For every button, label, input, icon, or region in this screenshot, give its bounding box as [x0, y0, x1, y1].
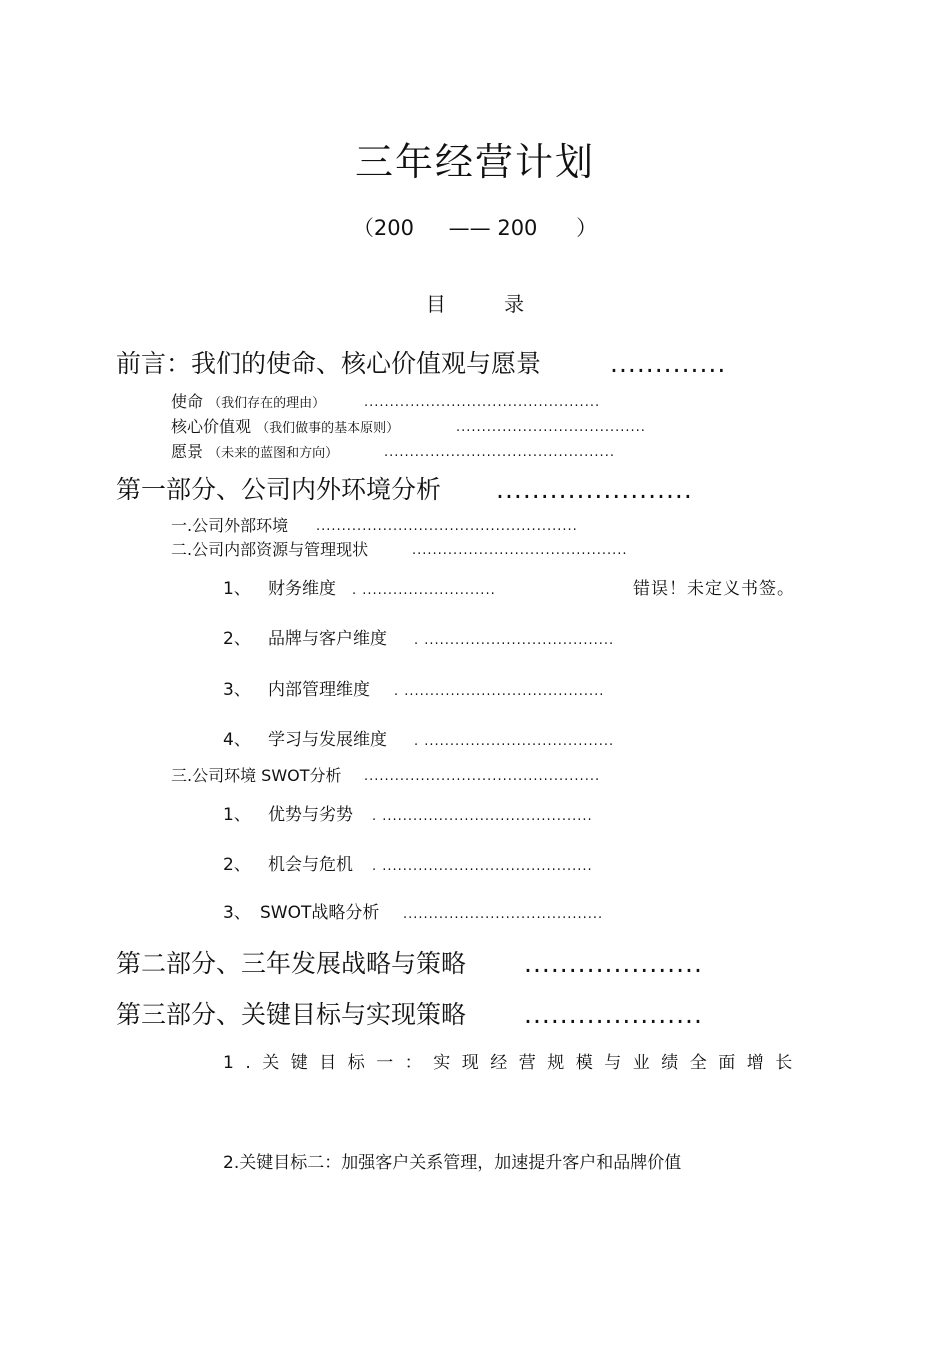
toc-learning-growth[interactable]: 学习与发展维度: [268, 730, 387, 750]
toc-core-values-dots: .....................................: [456, 420, 646, 435]
toc-strengths-weaknesses-dots: . .........................................: [372, 809, 593, 824]
toc-mission[interactable]: [171, 394, 325, 410]
toc-brand-customer[interactable]: 品牌与客户维度: [268, 629, 387, 649]
toc-strengths-weaknesses[interactable]: 优势与劣势: [268, 805, 353, 825]
toc-finance-num: 1、: [223, 579, 251, 599]
toc-mission-label: 使命: [171, 392, 204, 411]
toc-heading-char-1: 目: [425, 292, 446, 316]
toc-opportunities-num: 2、: [223, 855, 251, 875]
toc-internal-resources-dots: ..........................................: [412, 543, 628, 558]
toc-preface[interactable]: 前言：我们的使命、核心价值观与愿景: [116, 349, 542, 378]
toc-heading: [0, 294, 950, 314]
year-start: （200: [352, 216, 414, 240]
year-close: ）: [576, 216, 598, 240]
toc-preface-dots: .............: [610, 349, 727, 378]
toc-learning-num: 4、: [223, 730, 251, 750]
toc-part2-dots: ....................: [524, 949, 703, 978]
toc-part3[interactable]: 第三部分、关键目标与实现策略: [116, 1000, 467, 1029]
toc-swot-strategy-num: 3、: [223, 903, 251, 923]
year-end: —— 200: [448, 216, 538, 240]
toc-vision-dots: .............................................: [384, 445, 615, 460]
toc-finance-dots: . ..........................: [352, 583, 496, 598]
toc-heading-char-2: 录: [504, 292, 525, 316]
toc-swot-strategy[interactable]: SWOT战略分析: [260, 903, 380, 923]
toc-core-values-note: （我们做事的基本原则）: [256, 421, 400, 436]
toc-external-env[interactable]: 一.公司外部环境: [171, 516, 289, 535]
toc-internal-mgmt-dots: . .......................................: [394, 684, 605, 699]
toc-vision[interactable]: [171, 444, 338, 460]
toc-goal2[interactable]: 2.关键目标二：加强客户关系管理，加速提升客户和品牌价值: [223, 1153, 682, 1173]
toc-part3-dots: ....................: [524, 1000, 703, 1029]
toc-external-env-dots: ...................................................: [316, 519, 578, 534]
toc-internal-resources[interactable]: 二.公司内部资源与管理现状: [171, 540, 369, 559]
toc-finance[interactable]: 财务维度: [268, 579, 336, 599]
toc-learning-growth-dots: . .....................................: [414, 734, 615, 749]
toc-part1-dots: ......................: [496, 475, 693, 504]
toc-swot-dots: ..............................................: [364, 769, 601, 784]
toc-opportunities-threats[interactable]: 机会与危机: [268, 855, 353, 875]
toc-mission-dots: ..............................................: [364, 395, 601, 410]
toc-brand-num: 2、: [223, 629, 251, 649]
toc-mission-note: （我们存在的理由）: [208, 396, 326, 411]
toc-swot[interactable]: 三.公司环境 SWOT分析: [171, 766, 342, 785]
toc-goal1[interactable]: 1.关键目标一：实现经营规模与业绩全面增长: [223, 1053, 804, 1073]
document-title: 三年经营计划: [354, 140, 595, 184]
toc-brand-customer-dots: . .....................................: [414, 633, 615, 648]
year-range: [0, 218, 950, 239]
toc-internal-mgmt-num: 3、: [223, 680, 251, 700]
toc-internal-mgmt[interactable]: 内部管理维度: [268, 680, 370, 700]
toc-strengths-num: 1、: [223, 805, 251, 825]
toc-part1[interactable]: 第一部分、公司内外环境分析: [116, 475, 442, 504]
bookmark-error-text: 错误！未定义书签。: [633, 579, 795, 599]
toc-core-values-label: 核心价值观: [171, 417, 252, 436]
toc-vision-label: 愿景: [171, 442, 204, 461]
toc-swot-strategy-dots: .......................................: [403, 907, 604, 922]
toc-core-values[interactable]: [171, 419, 399, 435]
toc-vision-note: （未来的蓝图和方向）: [208, 446, 339, 461]
toc-part2[interactable]: 第二部分、三年发展战略与策略: [116, 949, 467, 978]
toc-opportunities-threats-dots: . .........................................: [372, 859, 593, 874]
